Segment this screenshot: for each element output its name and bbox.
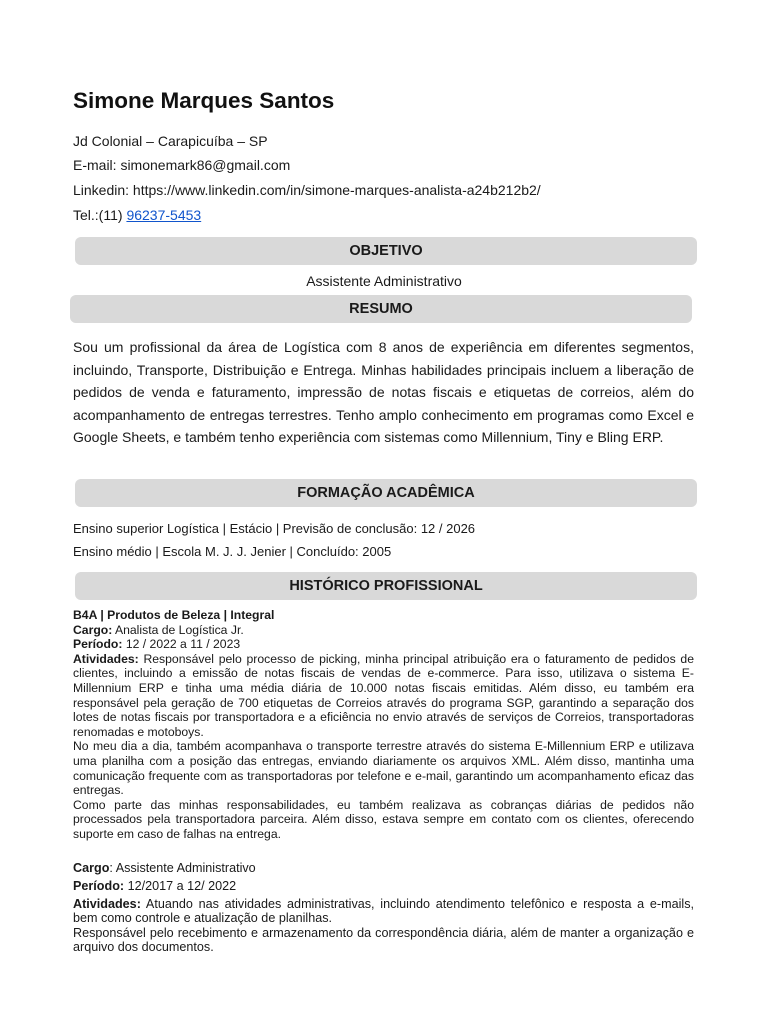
job-atividades [73,652,694,740]
job-periodo [73,637,694,652]
email: E-mail: simonemark86@gmail.com [73,157,291,173]
section-historico: HISTÓRICO PROFISSIONAL [75,572,697,600]
cargo-value: Analista de Logística Jr. [112,622,244,637]
section-formacao: FORMAÇÃO ACADÊMICA [75,479,697,507]
address: Jd Colonial – Carapicuíba – SP [73,133,268,149]
resumo-text: Sou um profissional da área de Logística com 8 anos de experiência em diferentes segmentos, incluindo, Transporte, Distribuição e Entrega. Minhas habilidades principais incluem a liberação de pedidos de venda e faturamento, impressão de notas fiscais e etiquetas de correios, além do acompanhamento de entregas terrestres. Tenho amplo conhecimento em programas como Excel e Google Sheets, e também tenho experiência com sistemas como Millennium, Tiny e Bling ERP. [73,339,694,445]
objetivo-text: Assistente Administrativo [306,273,462,289]
job-entry-assistente [73,859,694,955]
job-periodo [73,877,694,895]
section-resumo: RESUMO [70,295,692,323]
job-atividades-paragraph: Responsável pelo recebimento e armazenamento da correspondência diária, além de manter a organização e arquivo dos documentos. [73,925,694,955]
job-atividades-paragraph: No meu dia a dia, também acompanhava o transporte terrestre através do sistema E-Millennium ERP e utilizava uma planilha com a posição das entregas, enviando diariamente os arquivos XML. Além disso, mantinha uma comunicação frequente com as transportadoras por telefone e e-mail, garantindo um acompanhamento eficaz das entregas. [73,739,694,798]
job-atividades-paragraph: Como parte das minhas responsabilidades, eu também realizava as cobranças diárias de pedidos não processados pela transportadora parceira. Além disso, estava sempre em contato com os clientes, oferecendo suporte em caso de falhas na entrega. [73,797,694,841]
atividades-label: Atividades: [73,651,139,666]
periodo-label: Período: [73,879,125,893]
job-entry-b4a [73,608,694,842]
periodo-value: 12 / 2022 a 11 / 2023 [122,637,241,652]
job-cargo [73,623,694,638]
atividades-label: Atividades: [73,897,141,911]
telephone-link[interactable]: 96237-5453 [126,207,202,223]
atividades-text: Atuando nas atividades administrativas, incluindo atendimento telefônico e resposta a e-mails, bem como controle e atualização de planilhas. [73,897,694,926]
telephone [73,207,201,223]
telephone-prefix: Tel.:(11) [73,207,127,223]
cargo-value: : Assistente Administrativo [109,861,256,875]
section-objetivo: OBJETIVO [75,237,697,265]
atividades-text: Responsável pelo processo de picking, minha principal atribuição era o faturamento de pedidos de clientes, incluindo a emissão de notas fiscais de vendas de e-commerce. Para isso, utilizava o sistema E-Millennium ERP e tinha uma média diária de 10.000 notas fiscais emitidas. Além disso, eu também era responsável pela geração de 700 etiquetas de Correios através do programa SGP, garantindo a separação dos lotes de notas fiscais por transportadora e a eficiência no envio através de serviços de Correios, transportadoras renomadas e motoboys. [73,651,694,739]
job-cargo [73,859,694,877]
job-company: B4A | Produtos de Beleza | Integral [73,608,275,622]
cargo-label: Cargo [73,861,110,875]
periodo-label: Período: [73,637,123,652]
candidate-name: Simone Marques Santos [73,88,335,113]
cargo-label: Cargo: [73,622,113,637]
periodo-value: 12/2017 a 12/ 2022 [124,879,237,893]
job-atividades [73,897,694,926]
linkedin: Linkedin: https://www.linkedin.com/in/simone-marques-analista-a24b212b2/ [73,182,541,198]
education-item: Ensino superior Logística | Estácio | Previsão de conclusão: 12 / 2026 [73,521,476,536]
education-item: Ensino médio | Escola M. J. J. Jenier | Concluído: 2005 [73,544,392,559]
